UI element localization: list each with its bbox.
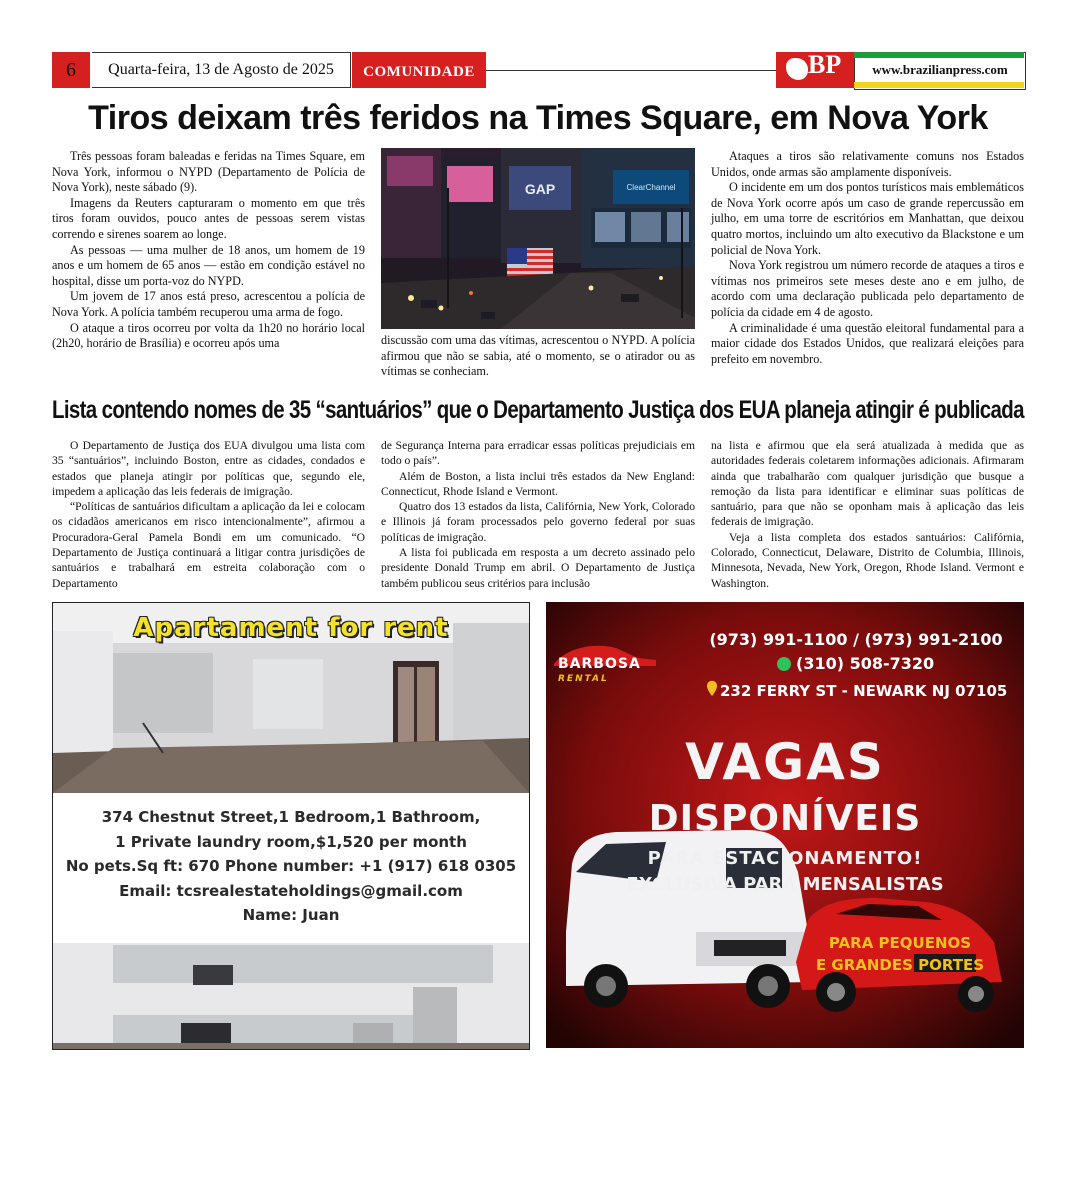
article-column	[711, 438, 1024, 591]
gap-sign: GAP	[524, 181, 556, 197]
paragraph: O ataque a tiros ocorreu por volta da 1h20 no horário local (2h20, horário de Brasília) e ocorreu após uma	[52, 320, 365, 351]
article-column	[381, 333, 695, 380]
ad-line: 1 Private laundry room,$1,520 per month	[115, 832, 467, 851]
note-line: E GRANDES PORTES	[815, 956, 985, 974]
parking-ad[interactable]	[546, 602, 1024, 1048]
paragraph: A lista foi publicada em resposta a um decreto assinado pelo presidente Donald Trump em abril. O Departamento de Justiça também publicou seus critérios para inclusão	[381, 546, 695, 590]
paragraph: Quatro dos 13 estados da lista, Califórnia, New York, Colorado e Illinois já foram processados pelo governo federal por suas políticas de imigração.	[381, 500, 695, 544]
paragraph: O Departamento de Justiça dos EUA divulgou uma lista com 35 “santuários”, incluindo Boston, entre as cidades, condados e estados que planeja atingir por políticas que, segundo ele, impedem a aplicação das leis federais de imigração.	[52, 439, 365, 498]
brazil-map-icon	[786, 58, 808, 80]
site-url-text: www.brazilianpress.com	[872, 62, 1008, 77]
paragraph: Um jovem de 17 anos está preso, acrescentou a polícia de Nova York. A polícia também recuperou uma arma de fogo.	[52, 289, 365, 319]
article-headline: Lista contendo nomes de 35 “santuários” que o Departamento Justiça dos EUA planeja atingir é publicada	[52, 396, 1024, 424]
page-number: 6	[52, 52, 90, 88]
paragraph: As pessoas — uma mulher de 18 anos, um homem de 19 anos e um homem de 65 anos — estão em condição estável no hospital, disse um porta-voz do NYPD.	[52, 242, 365, 288]
brand-sub: RENTAL	[558, 674, 609, 684]
sub-estacionamento: PARA ESTACIONAMENTO!	[647, 848, 923, 869]
flag-stripe-yellow	[854, 82, 1024, 88]
ad-line: 374 Chestnut Street,1 Bedroom,1 Bathroom,	[101, 808, 481, 826]
paragraph: Três pessoas foram baleadas e feridas na Times Square, em Nova York, informou o NYPD (Departamento de Polícia de Nova York), neste sábado (9).	[52, 149, 365, 195]
paragraph: Veja a lista completa dos estados santuários: Califórnia, Colorado, Connecticut, Delaware, Distrito de Columbia, Illinois, Minnesota, Nevada, New York, Oregon, Rhode Island. Vermont e Washington.	[711, 530, 1024, 590]
vehicle-size-note	[800, 932, 1000, 976]
paragraph: “Políticas de santuários dificultam a aplicação da lei e colocam os cidadãos americanos em risco intencionalmente”, afirmou a Procuradora-Geral Pamela Bondi em um comunicado. “O Departamento de Justiça continuará a litigar contra jurisdições de santuários e trabalhará em estreita colaboração com o Departamento	[52, 500, 365, 590]
article-column	[711, 149, 1024, 367]
whatsapp-number: (310) 508-7320	[796, 654, 935, 673]
paragraph: discussão com uma das vítimas, acrescentou o NYPD. A polícia afirmou que não se sabia, até o momento, se o atirador ou as vítimas se conheciam.	[381, 333, 695, 379]
flag-stripe-green	[854, 52, 1024, 58]
paragraph: Nova York registrou um número recorde de ataques a tiros e vítimas nos primeiros sete meses deste ano e em julho, de acordo com uma declaração publicada pelo departamento de polícia da cidade em 4 de agosto.	[711, 258, 1024, 319]
section-label: COMUNIDADE	[352, 52, 486, 88]
ad-line: No pets.Sq ft: 670 Phone number: +1 (917) 618 0305	[65, 857, 517, 875]
issue-date: Quarta-feira, 13 de Agosto de 2025	[92, 52, 351, 88]
sub-mensalistas: EXCLUSIVA PARA MENSALISTAS	[626, 874, 944, 895]
clearchannel-sign: ClearChannel	[626, 183, 676, 192]
address: 232 FERRY ST - NEWARK NJ 07105	[720, 682, 1008, 700]
ad-title: Apartament for rent	[133, 613, 449, 643]
ad-line: Name: Juan	[242, 906, 340, 924]
paragraph: Ataques a tiros são relativamente comuns nos Estados Unidos, onde armas são amplamente disponíveis.	[711, 149, 1024, 179]
paragraph: Além de Boston, a lista inclui três estados da New England: Connecticut, Rhode Island e Vermont.	[381, 469, 695, 498]
article-column	[381, 438, 695, 591]
times-square-photo	[381, 148, 695, 329]
paragraph: de Segurança Interna para erradicar essas políticas prejudiciais em todo o país”.	[381, 439, 695, 468]
whatsapp-icon	[777, 657, 791, 671]
apartment-rent-ad[interactable]	[52, 602, 530, 1050]
paragraph: na lista e afirmou que ela será atualizada à medida que as autoridades federais coletarem informações adicionais. Afirmaram ainda que trabalharão com qualquer jurisdição que busque a remoção da lista para identificar e eliminar suas políticas de santuário, para que não se oponham mais à aplicação das leis federais de imigração.	[711, 439, 1024, 529]
logo-text: BP	[808, 50, 842, 79]
paragraph: A criminalidade é uma questão eleitoral fundamental para a maior cidade dos Estados Unidos, que realizará eleições para prefeito em novembro.	[711, 320, 1024, 366]
paragraph: O incidente em um dos pontos turísticos mais emblemáticos de Nova York ocorre após um caso de grande repercussão em julho, em uma torre de escritórios em Manhattan, que deixou quatro mortos, incluindo um alto executivo da Blackstone e um policial de Nova York.	[711, 180, 1024, 257]
ad-details	[53, 805, 529, 928]
phone-numbers: (973) 991-1100 / (973) 991-2100	[709, 630, 1003, 649]
headline-vagas: VAGAS	[685, 733, 885, 791]
header-rule	[486, 70, 776, 71]
brand-name: BARBOSA	[558, 656, 641, 672]
ad-line: Email: tcsrealestateholdings@gmail.com	[119, 881, 463, 900]
article-headline: Tiros deixam três feridos na Times Square, em Nova York	[88, 99, 988, 137]
paragraph: Imagens da Reuters capturaram o momento em que três tiros foram ouvidos, pouco antes de pessoas serem vistas correndo e sirenes soarem ao longe.	[52, 195, 365, 241]
article-column	[52, 438, 365, 591]
headline-disponiveis: DISPONÍVEIS	[648, 798, 922, 839]
note-line: PARA PEQUENOS	[828, 934, 972, 952]
article-column	[52, 149, 365, 352]
